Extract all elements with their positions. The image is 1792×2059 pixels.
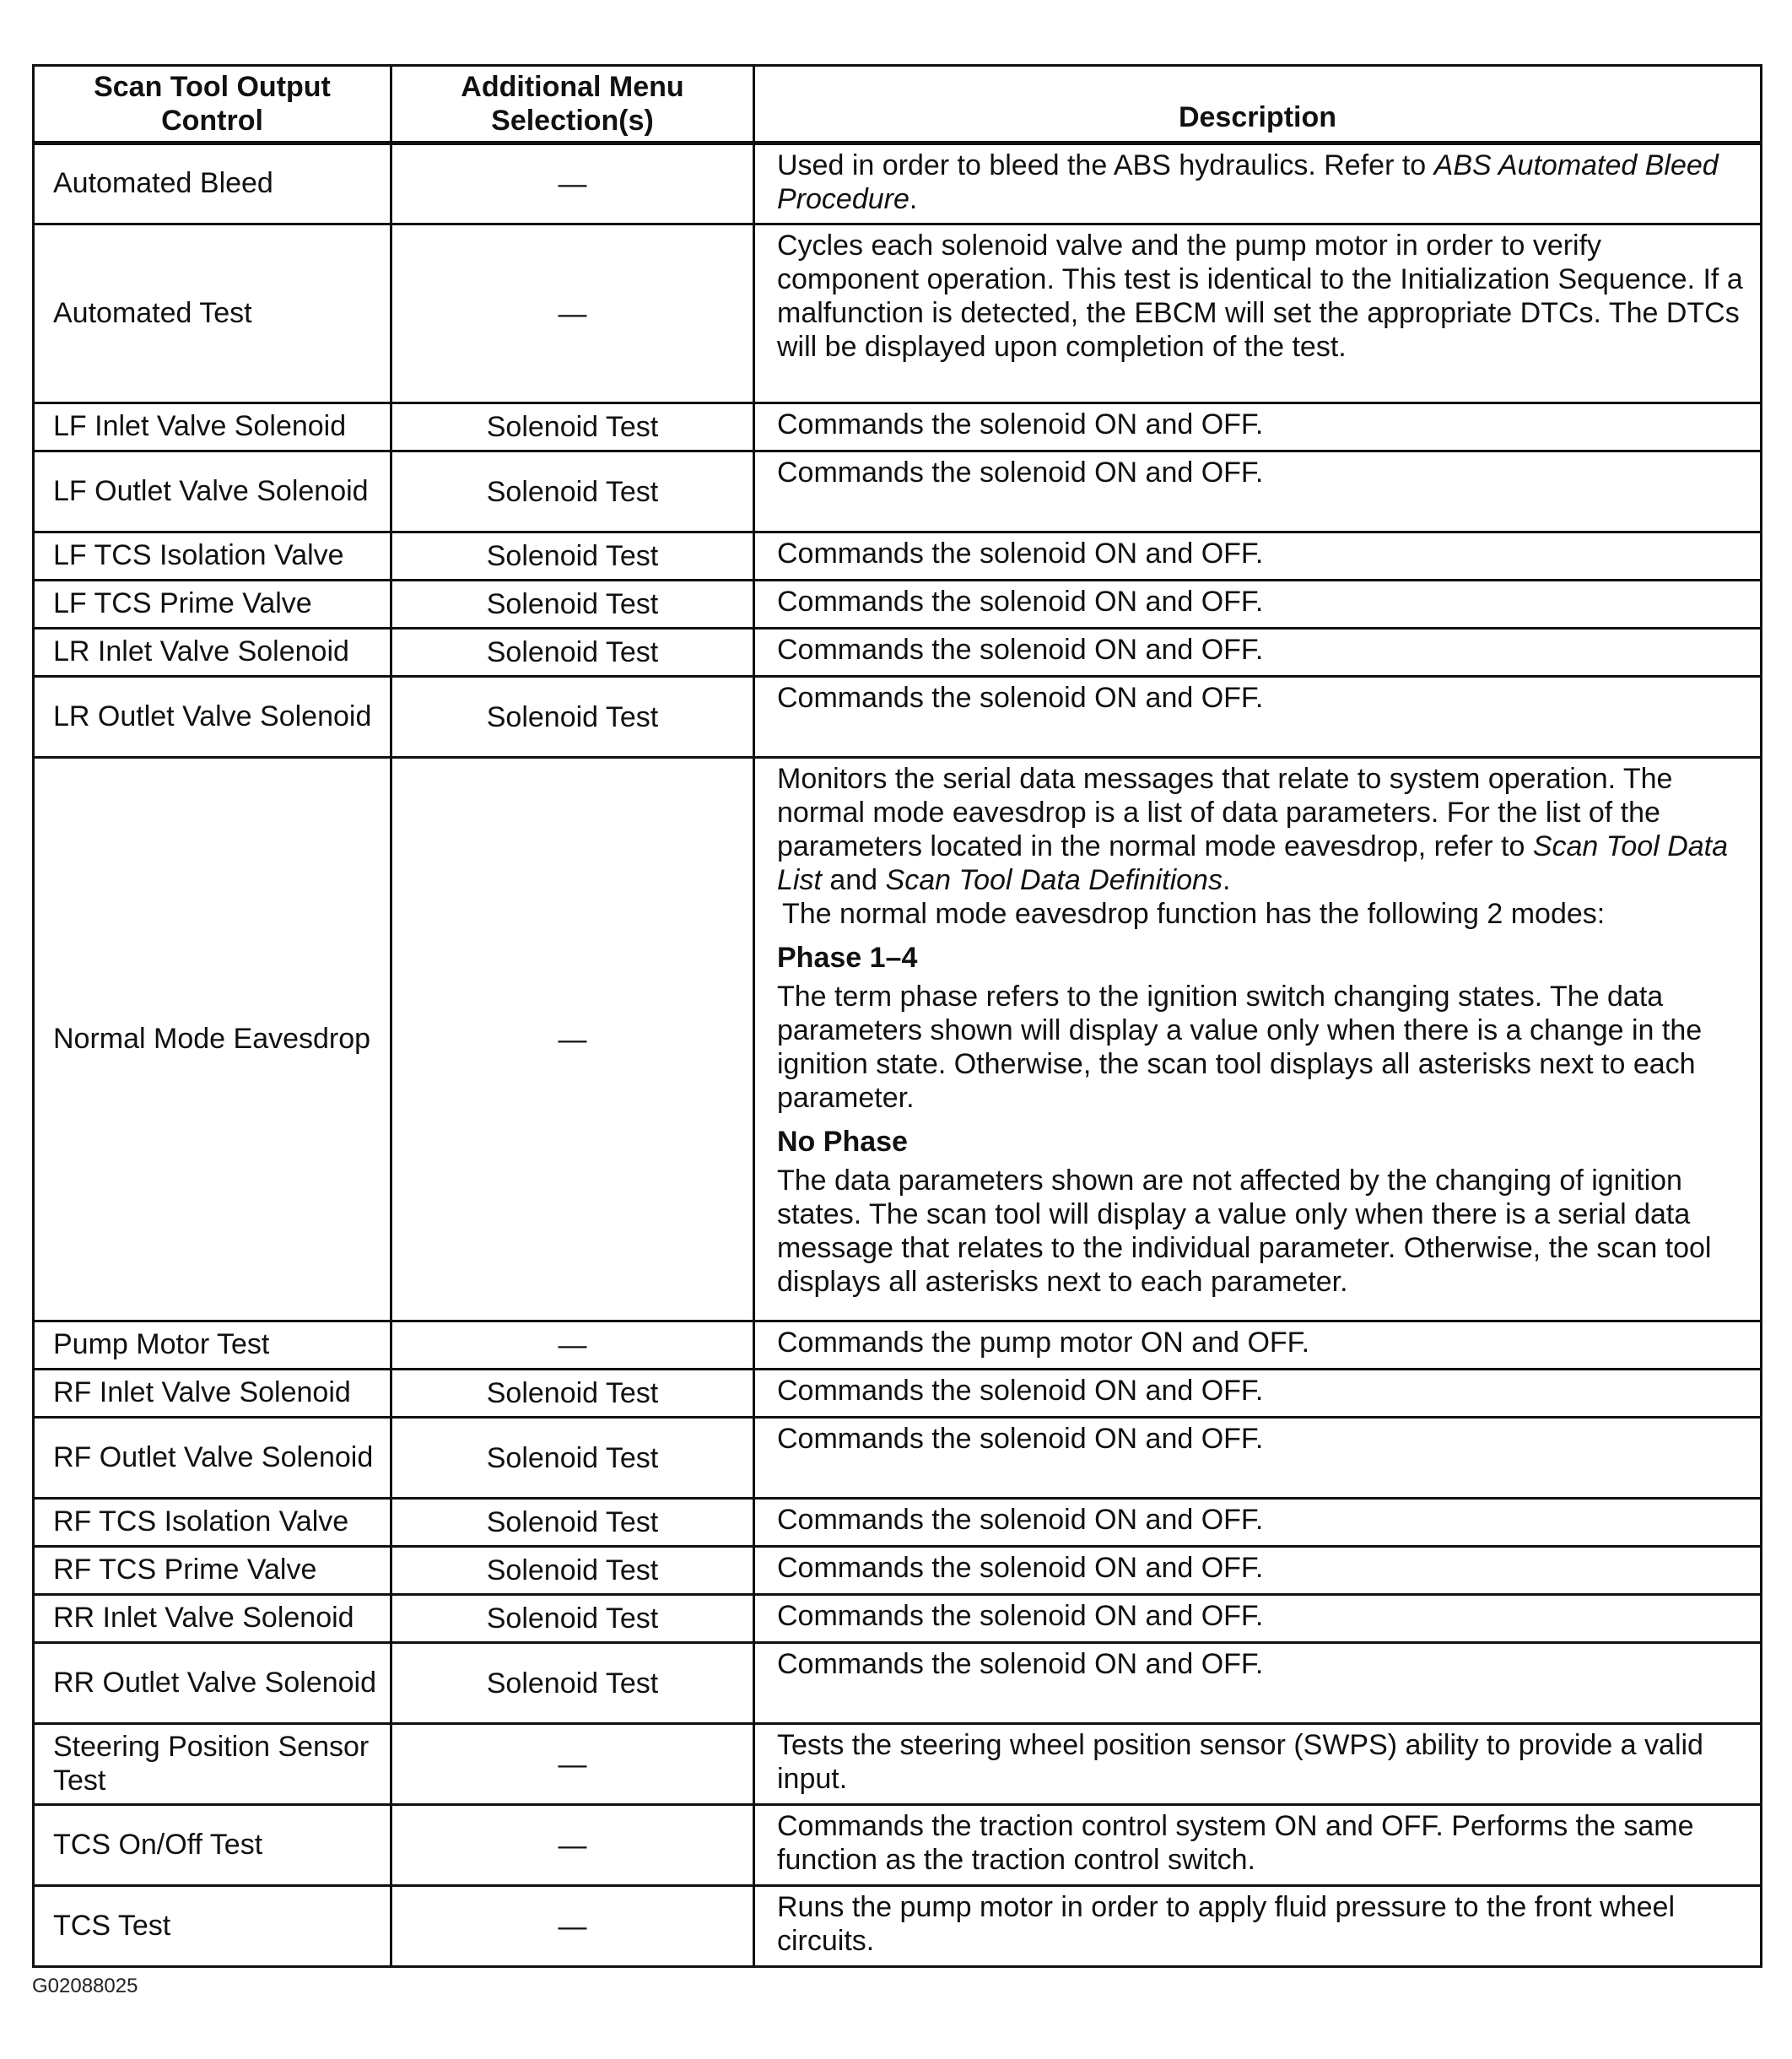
row-menu: Solenoid Test xyxy=(391,1418,754,1499)
scan-tool-output-controls-table xyxy=(32,64,1760,1968)
row-control: LF TCS Prime Valve xyxy=(34,581,391,629)
table-row xyxy=(34,1724,1762,1805)
table-row xyxy=(34,224,1762,403)
no-phase-heading: No Phase xyxy=(777,1126,908,1158)
table-row xyxy=(34,629,1762,677)
row-control: LF Inlet Valve Solenoid xyxy=(34,403,391,451)
row-control: RF Inlet Valve Solenoid xyxy=(34,1370,391,1418)
row-description: Cycles each solenoid valve and the pump motor in order to verify component operation. This test is identical to the Initialization Sequence. If a malfunction is detected, the EBCM will set the appropriate DTCs. The DTCs will be displayed upon completion of the test. xyxy=(754,224,1762,403)
table-row xyxy=(34,403,1762,451)
row-description: Commands the solenoid ON and OFF. xyxy=(754,451,1762,532)
row-description: Commands the solenoid ON and OFF. xyxy=(754,1418,1762,1499)
row-control: Pump Motor Test xyxy=(34,1321,391,1370)
row-control: LR Outlet Valve Solenoid xyxy=(34,677,391,758)
row-description: Commands the solenoid ON and OFF. xyxy=(754,629,1762,677)
row-description: Commands the solenoid ON and OFF. xyxy=(754,403,1762,451)
header-scan-tool-output-control: Scan Tool Output Control xyxy=(34,66,391,143)
row-description: Tests the steering wheel position sensor (SWPS) ability to provide a valid input. xyxy=(754,1724,1762,1805)
row-description: Commands the pump motor ON and OFF. xyxy=(754,1321,1762,1370)
row-control: TCS On/Off Test xyxy=(34,1805,391,1886)
eavesdrop-intro: Monitors the serial data messages that relate to system operation. The normal mode eavesdrop is a list of data parameters. For the list of the parameters located in the normal mode eavesdrop, refer to Scan Tool Data List and Scan Tool Data Definitions. xyxy=(777,763,1729,896)
row-description: Commands the solenoid ON and OFF. xyxy=(754,532,1762,581)
row-control: Steering Position Sensor Test xyxy=(34,1724,391,1805)
row-description: Commands the solenoid ON and OFF. xyxy=(754,1370,1762,1418)
table-row xyxy=(34,1595,1762,1643)
table-row xyxy=(34,143,1762,224)
table-row xyxy=(34,1321,1762,1370)
phase-heading: Phase 1–4 xyxy=(777,942,918,974)
row-menu: Solenoid Test xyxy=(391,1643,754,1724)
table-row xyxy=(34,1886,1762,1967)
row-menu: Solenoid Test xyxy=(391,403,754,451)
row-menu: Solenoid Test xyxy=(391,1595,754,1643)
table-row xyxy=(34,532,1762,581)
row-menu: Solenoid Test xyxy=(391,581,754,629)
row-menu: Solenoid Test xyxy=(391,1547,754,1595)
row-control: RF TCS Prime Valve xyxy=(34,1547,391,1595)
row-control: Normal Mode Eavesdrop xyxy=(34,758,391,1321)
row-menu: — xyxy=(391,224,754,403)
output-controls-table xyxy=(32,64,1762,1968)
row-menu: — xyxy=(391,143,754,224)
row-menu: Solenoid Test xyxy=(391,451,754,532)
row-menu: Solenoid Test xyxy=(391,677,754,758)
row-description: Runs the pump motor in order to apply fluid pressure to the front wheel circuits. xyxy=(754,1886,1762,1967)
row-menu: Solenoid Test xyxy=(391,629,754,677)
row-description: Commands the solenoid ON and OFF. xyxy=(754,581,1762,629)
row-description: Commands the solenoid ON and OFF. xyxy=(754,1499,1762,1547)
figure-id: G02088025 xyxy=(32,1975,138,1997)
row-menu: Solenoid Test xyxy=(391,1370,754,1418)
row-control: LF Outlet Valve Solenoid xyxy=(34,451,391,532)
reference-link: Scan Tool Data Definitions xyxy=(885,864,1223,896)
reference-link: Scan Tool Data List xyxy=(777,830,1729,896)
reference-link: ABS Automated Bleed Procedure xyxy=(777,149,1719,215)
row-description: Commands the solenoid ON and OFF. xyxy=(754,1643,1762,1724)
row-menu: Solenoid Test xyxy=(391,532,754,581)
row-menu: — xyxy=(391,1886,754,1967)
row-control: LF TCS Isolation Valve xyxy=(34,532,391,581)
table-row xyxy=(34,677,1762,758)
header-description: Description xyxy=(754,66,1762,143)
row-menu: — xyxy=(391,758,754,1321)
table-row xyxy=(34,581,1762,629)
phase-text: The term phase refers to the ignition switch changing states. The data parameters shown will display a value only when there is a change in the ignition state. Otherwise, the scan tool displays all asterisks next to each parameter. xyxy=(777,981,1703,1114)
row-control: TCS Test xyxy=(34,1886,391,1967)
table-row xyxy=(34,1643,1762,1724)
row-menu: Solenoid Test xyxy=(391,1499,754,1547)
header-additional-menu-selections: Additional Menu Selection(s) xyxy=(391,66,754,143)
table-row xyxy=(34,1499,1762,1547)
row-control: RF TCS Isolation Valve xyxy=(34,1499,391,1547)
row-description: Used in order to bleed the ABS hydraulics. Refer to ABS Automated Bleed Procedure. xyxy=(754,143,1762,224)
row-control: Automated Bleed xyxy=(34,143,391,224)
table-row xyxy=(34,1547,1762,1595)
row-menu: — xyxy=(391,1321,754,1370)
row-control: RR Inlet Valve Solenoid xyxy=(34,1595,391,1643)
row-description: Commands the solenoid ON and OFF. xyxy=(754,677,1762,758)
table-row xyxy=(34,1805,1762,1886)
eavesdrop-modes: The normal mode eavesdrop function has the following 2 modes: xyxy=(782,898,1606,930)
row-control: LR Inlet Valve Solenoid xyxy=(34,629,391,677)
row-control: Automated Test xyxy=(34,224,391,403)
no-phase-text: The data parameters shown are not affected by the changing of ignition states. The scan tool will display a value only when there is a serial data message that relates to the individual parameter. Otherwise, the scan tool displays all asterisks next to each parameter. xyxy=(777,1165,1712,1298)
row-menu: — xyxy=(391,1805,754,1886)
row-menu: — xyxy=(391,1724,754,1805)
row-control: RF Outlet Valve Solenoid xyxy=(34,1418,391,1499)
table-row xyxy=(34,1370,1762,1418)
row-description: Commands the solenoid ON and OFF. xyxy=(754,1595,1762,1643)
table-row xyxy=(34,1418,1762,1499)
row-control: RR Outlet Valve Solenoid xyxy=(34,1643,391,1724)
row-description: Commands the traction control system ON and OFF. Performs the same function as the traction control switch. xyxy=(754,1805,1762,1886)
row-description: Commands the solenoid ON and OFF. xyxy=(754,1547,1762,1595)
row-description xyxy=(754,758,1762,1321)
header-row xyxy=(34,66,1762,143)
table-row xyxy=(34,758,1762,1321)
table-row xyxy=(34,451,1762,532)
